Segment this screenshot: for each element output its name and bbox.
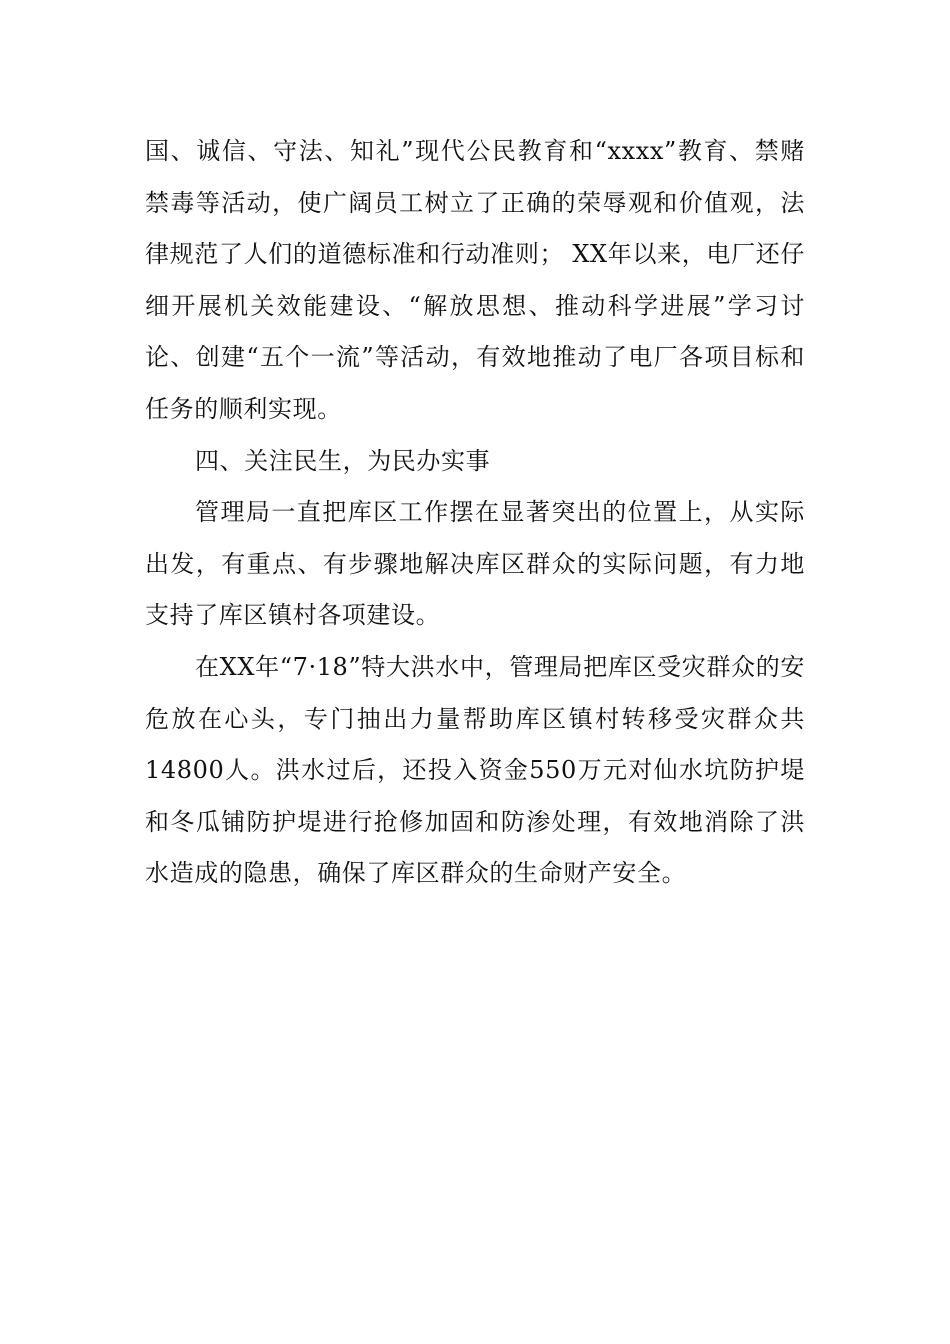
paragraph-flood-relief: 在XX年“7·18”特大洪水中，管理局把库区受灾群众的安危放在心头，专门抽出力量帮助库区镇村转移受灾群众共14800人。洪水过后，还投入资金550万元对仙水坑防护堤和冬瓜铺防护堤进行抢修加固和防渗处理，有效地消除了洪水造成的隐患，确保了库区群众的生命财产安全。 [145,652,805,888]
paragraph-continued-civic-education: 国、诚信、守法、知礼”现代公民教育和“xxxx”教育、禁赌禁毒等活动，使广阔员工树立了正确的荣辱观和价值观，法律规范了人们的道德标准和行动准则； XX年以来，电厂还仔细开展机关效能建设、“解放思想、推动科学进展”学习讨论、创建“五个一流”等活动，有效地推动了电厂各项目标和任务的顺利实现。 [145,137,805,423]
document-body [145,126,805,900]
section-heading-people-livelihood: 四、关注民生，为民办实事 [195,446,491,475]
paragraph-reservoir-area-work: 管理局一直把库区工作摆在显著突出的位置上，从实际出发，有重点、有步骤地解决库区群众的实际问题，有力地支持了库区镇村各项建设。 [145,498,805,630]
